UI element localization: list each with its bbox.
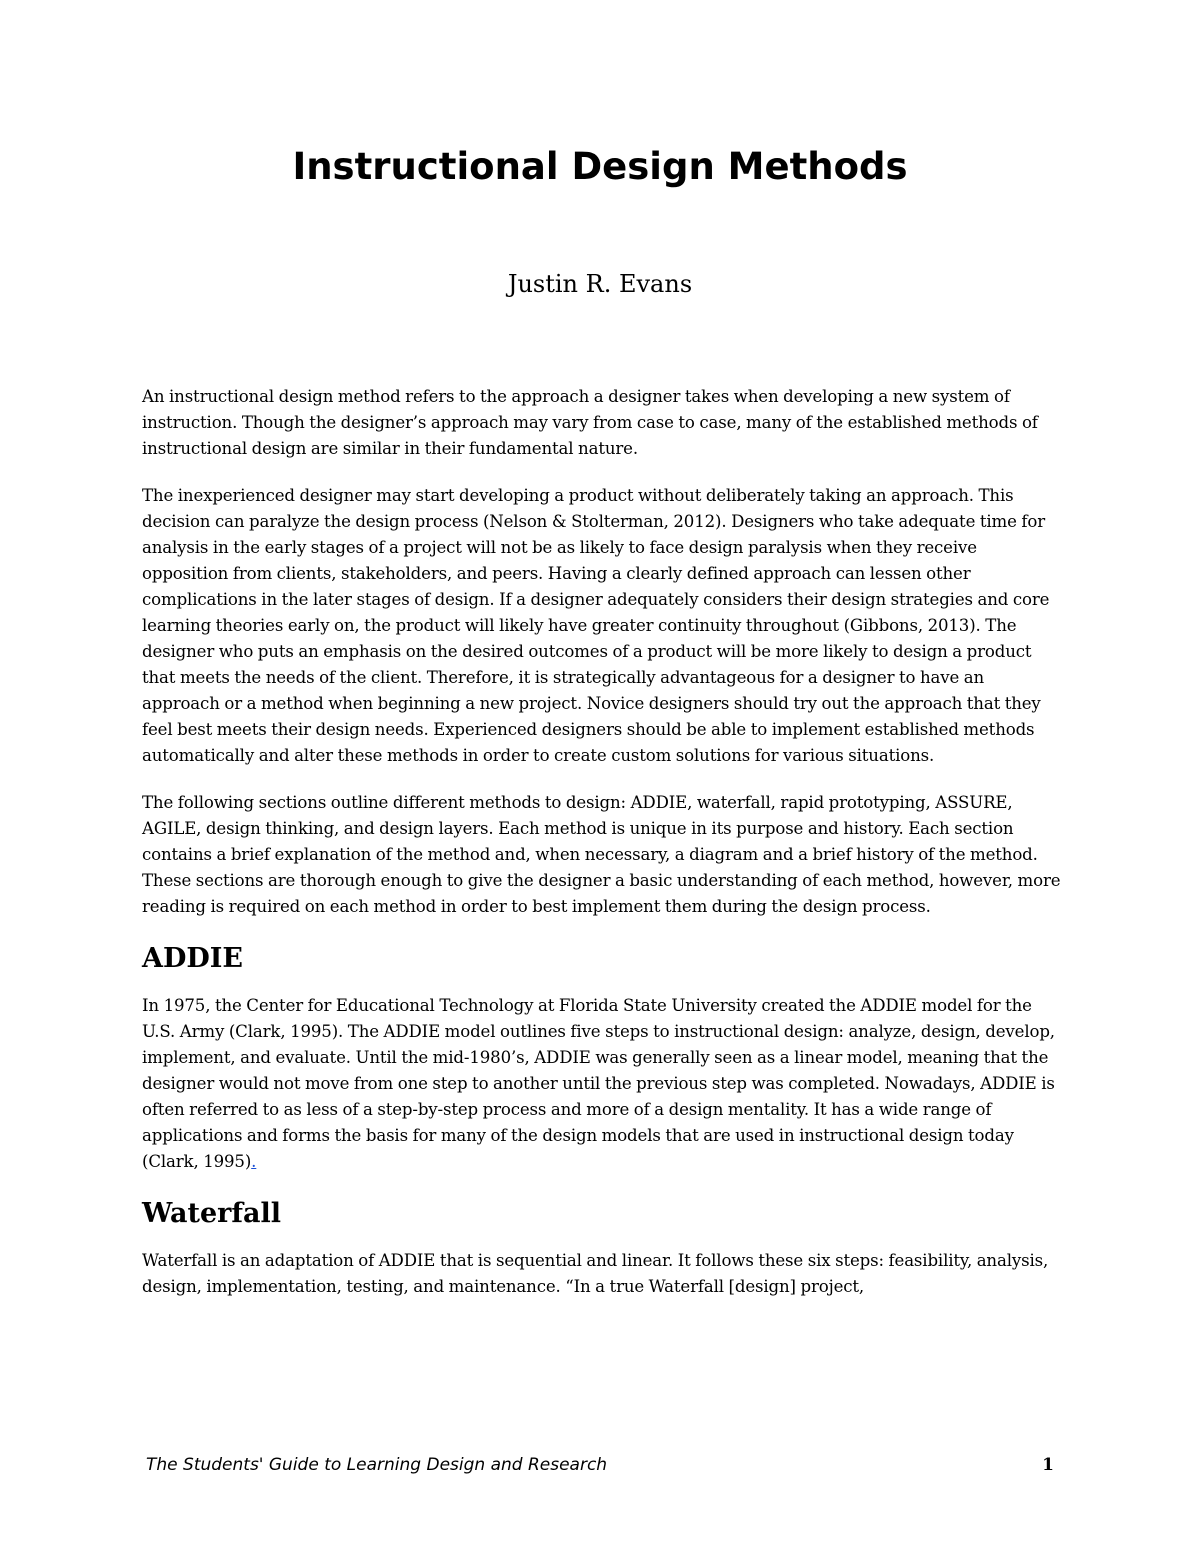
document-title: Instructional Design Methods (292, 145, 908, 188)
footer-guide-title: The Students' Guide to Learning Design and Research (146, 1455, 608, 1475)
intro-paragraph-3: The following sections outline different methods to design: ADDIE, waterfall, rapid prototyping, ASSURE, AGILE, design thinking, and design layers. Each method is unique in its purpose and history. Each section contains a brief explanation of the method and, when necessary, a diagram and a brief history of the method. These sections are thorough enough to give the designer a basic understanding of each method, however, more reading is required on each method in order to best implement them during the design process. (142, 793, 1061, 916)
addie-paragraph-text: In 1975, the Center for Educational Technology at Florida State University created the ADDIE model for the U.S. Army (Clark, 1995). The ADDIE model outlines five steps to instructional design: analyze, design, develop, implement, and evaluate. Until the mid-1980’s, ADDIE was generally seen as a linear model, meaning that the designer would not move from one step to another until the previous step was completed. Nowadays, ADDIE is often referred to as less of a step-by-step process and more of a design mentality. It has a wide range of applications and forms the basis for many of the design models that are used in instructional design today (Clark, 1995) (142, 996, 1055, 1171)
addie-citation-link[interactable]: . (251, 1152, 257, 1171)
addie-heading: ADDIE (142, 943, 243, 974)
intro-paragraph-1: An instructional design method refers to the approach a designer takes when developing a new system of instruction. Though the designer’s approach may vary from case to case, many of the established methods of instructional design are similar in their fundamental nature. (142, 387, 1038, 458)
waterfall-heading: Waterfall (142, 1198, 281, 1229)
waterfall-paragraph: Waterfall is an adaptation of ADDIE that is sequential and linear. It follows these six steps: feasibility, analysis, design, implementation, testing, and maintenance. “In a true Waterfall [design] project, (142, 1251, 1049, 1296)
document-body (142, 384, 1062, 1321)
page-number: 1 (1042, 1455, 1054, 1475)
document-author: Justin R. Evans (507, 270, 693, 298)
addie-paragraph (142, 993, 1062, 1175)
intro-paragraph-2: The inexperienced designer may start developing a product without deliberately taking an approach. This decision can paralyze the design process (Nelson & Stolterman, 2012). Designers who take adequate time for analysis in the early stages of a project will not be as likely to face design paralysis when they receive opposition from clients, stakeholders, and peers. Having a clearly defined approach can lessen other complications in the later stages of design. If a designer adequately considers their design strategies and core learning theories early on, the product will likely have greater continuity throughout (Gibbons, 2013). The designer who puts an emphasis on the desired outcomes of a product will be more likely to design a product that meets the needs of the client. Therefore, it is strategically advantageous for a designer to have an approach or a method when beginning a new project. Novice designers should try out the approach that they feel best meets their design needs. Experienced designers should be able to implement established methods automatically and alter these methods in order to create custom solutions for various situations. (142, 486, 1050, 765)
